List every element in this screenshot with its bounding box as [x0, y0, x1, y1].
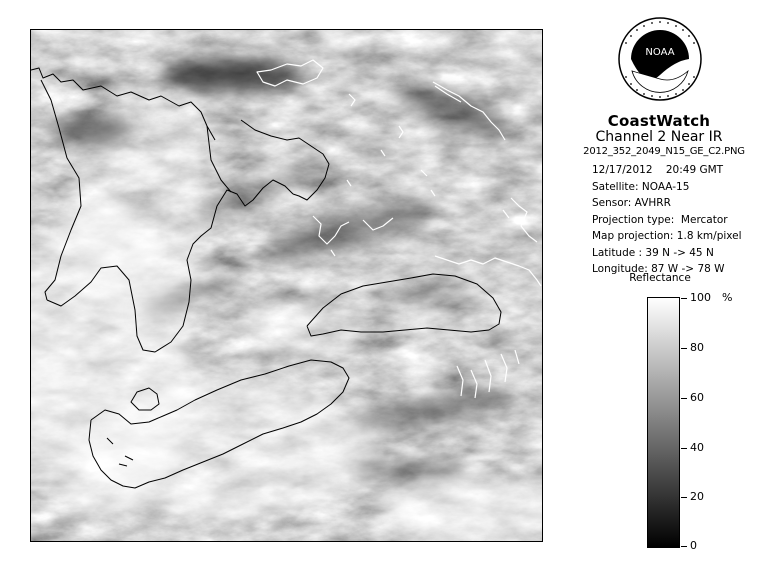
colorbar-title: Reflectance [629, 272, 691, 284]
map-projection-label: Map projection: 1.8 km/pixel [592, 230, 742, 242]
reflectance-colorbar [647, 297, 680, 548]
product-title: CoastWatch [607, 112, 711, 130]
colorbar-tick [681, 348, 687, 349]
projection-type-label: Projection type: Mercator [592, 214, 728, 226]
colorbar-tick-label: 0 [690, 539, 697, 552]
channel-subtitle: Channel 2 Near IR [595, 129, 723, 145]
satellite-image [30, 29, 543, 542]
sensor-label: Sensor: AVHRR [592, 197, 671, 209]
logo-text: NOAA [645, 47, 675, 58]
image-filename: 2012_352_2049_N15_GE_C2.PNG [583, 146, 745, 157]
colorbar-tick [681, 497, 687, 498]
latitude-range-label: Latitude : 39 N -> 45 N [592, 247, 714, 259]
satellite-map-svg [31, 30, 542, 541]
colorbar-tick-label: 80 [690, 341, 704, 354]
colorbar-tick [681, 298, 687, 299]
colorbar-tick-label: 60 [690, 391, 704, 404]
colorbar-tick-label: 40 [690, 441, 704, 454]
longitude-range-label: Longitude: 87 W -> 78 W [592, 263, 725, 275]
colorbar-tick [681, 398, 687, 399]
colorbar-tick-label: 100 [690, 291, 711, 304]
satellite-label: Satellite: NOAA-15 [592, 181, 690, 193]
noaa-logo [618, 17, 702, 101]
colorbar-tick [681, 448, 687, 449]
colorbar-unit: % [722, 291, 733, 304]
image-datetime: 12/17/2012 20:49 GMT [592, 164, 724, 176]
colorbar-tick-label: 20 [690, 490, 704, 503]
colorbar-tick [681, 546, 687, 547]
